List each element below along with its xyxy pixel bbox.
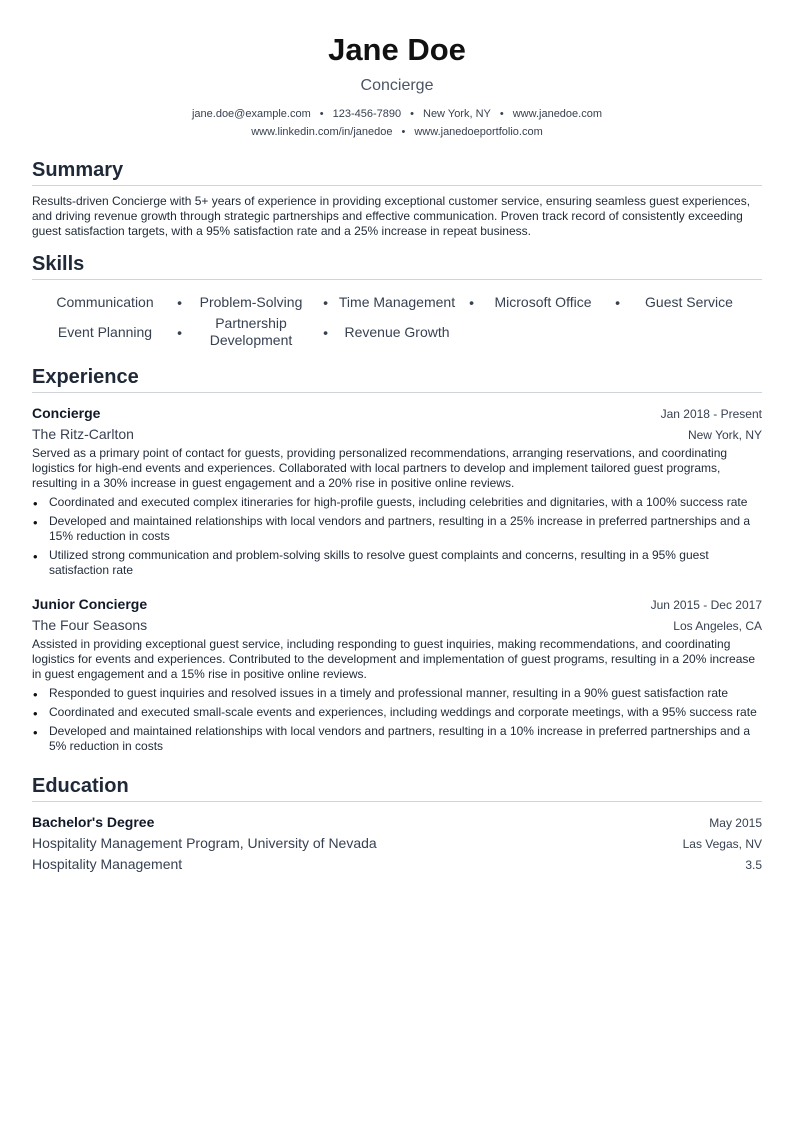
skill-item: Problem-Solving •	[178, 287, 324, 317]
education-entry	[32, 812, 762, 875]
candidate-name: Jane Doe	[328, 32, 466, 67]
contact-email[interactable]: jane.doe@example.com	[191, 108, 311, 120]
summary-section	[32, 158, 762, 239]
education-section	[32, 774, 762, 875]
job-location: Los Angeles, CA	[673, 619, 762, 633]
achievement-item: • Responded to guest inquiries and resolved issues in a timely and professional manner, resulting in a 90% guest satisfaction rate	[32, 686, 762, 701]
experience-heading: Experience	[32, 365, 762, 393]
job-location: New York, NY	[687, 428, 762, 442]
job-dates: Jan 2018 - Present	[660, 407, 762, 421]
degree-name: Bachelor's Degree	[32, 814, 155, 830]
skills-list	[32, 287, 762, 347]
experience-section	[32, 365, 762, 754]
contact-portfolio[interactable]: www.janedoeportfolio.com	[414, 126, 543, 138]
separator-dot: •	[319, 108, 324, 120]
skill-item: Partnership Development •	[178, 317, 324, 347]
skill-item: Revenue Growth	[344, 323, 450, 340]
skills-section	[32, 252, 762, 347]
achievement-item: • Coordinated and executed small-scale events and experiences, including weddings and corporate meetings, with a 95% success rate	[32, 705, 762, 720]
job-dates: Jun 2015 - Dec 2017	[650, 598, 762, 612]
contact-website[interactable]: www.janedoe.com	[512, 108, 603, 120]
job-achievements	[32, 686, 762, 754]
skill-item: Microsoft Office •	[470, 287, 616, 317]
skill-item: Guest Service	[645, 293, 733, 310]
achievement-item: • Developed and maintained relationships with local vendors and partners, resulting in a 10% increase in preferred partnerships and a 5% reduction in costs	[32, 724, 762, 754]
contact-location: New York, NY	[423, 108, 491, 120]
education-heading: Education	[32, 774, 762, 802]
contact-linkedin[interactable]: www.linkedin.com/in/janedoe	[251, 126, 393, 138]
job-description: Served as a primary point of contact for guests, providing personalized recommendations, arranging reservations, and coordinating logistics for high-end events and experiences. Collaborated with local partners to develop and implement tailored guest programs, resulting in a 30% increase in guest engagement and a 20% rise in positive online reviews.	[32, 446, 728, 490]
skill-item: Communication •	[32, 287, 178, 317]
achievement-item: • Utilized strong communication and problem-solving skills to resolve guest complaints and concerns, resulting in a 95% guest satisfaction rate	[32, 548, 762, 578]
contact-phone[interactable]: 123-456-7890	[332, 108, 402, 120]
institution-name: Hospitality Management Program, University of Nevada	[32, 835, 377, 851]
contact-line-2	[0, 123, 794, 141]
job-company: The Four Seasons	[32, 617, 148, 633]
summary-text: Results-driven Concierge with 5+ years of experience in providing exceptional customer service, ensuring seamless guest experiences, and driving revenue growth through strategic partnerships and effective communication. Proven track record of consistently exceeding guest satisfaction targets, with a 95% satisfaction rate and a 25% increase in repeat business.	[32, 194, 751, 238]
graduation-date: May 2015	[709, 816, 762, 830]
contact-line-1	[0, 105, 794, 123]
skill-item: Time Management •	[324, 287, 470, 317]
achievement-item: • Developed and maintained relationships with local vendors and partners, resulting in a 25% increase in preferred partnerships and a 15% reduction in costs	[32, 514, 762, 544]
skills-heading: Skills	[32, 252, 762, 280]
job-entry	[32, 594, 762, 754]
job-company: The Ritz-Carlton	[32, 426, 134, 442]
field-of-study: Hospitality Management	[32, 856, 183, 872]
job-achievements	[32, 495, 762, 578]
job-entry	[32, 403, 762, 578]
candidate-title: Concierge	[360, 77, 434, 94]
gpa-value: 3.5	[745, 858, 762, 872]
job-description: Assisted in providing exceptional guest service, including responding to guest inquiries, making recommendations, and coordinating logistics for events and experiences. Contributed to the development and implementation of guest programs, resulting in a 20% increase in guest engagement and a 15% rise in positive online reviews.	[32, 637, 756, 681]
summary-heading: Summary	[32, 158, 762, 186]
job-title: Concierge	[32, 405, 101, 421]
separator-dot: •	[401, 126, 406, 138]
achievement-item: • Coordinated and executed complex itineraries for high-profile guests, including celebrities and dignitaries, with a 100% success rate	[32, 495, 762, 510]
separator-dot: •	[410, 108, 414, 120]
skill-item: Event Planning •	[32, 317, 178, 347]
separator-dot: •	[499, 108, 504, 120]
job-title: Junior Concierge	[32, 596, 148, 612]
resume-header	[0, 0, 794, 141]
institution-location: Las Vegas, NV	[682, 837, 762, 851]
